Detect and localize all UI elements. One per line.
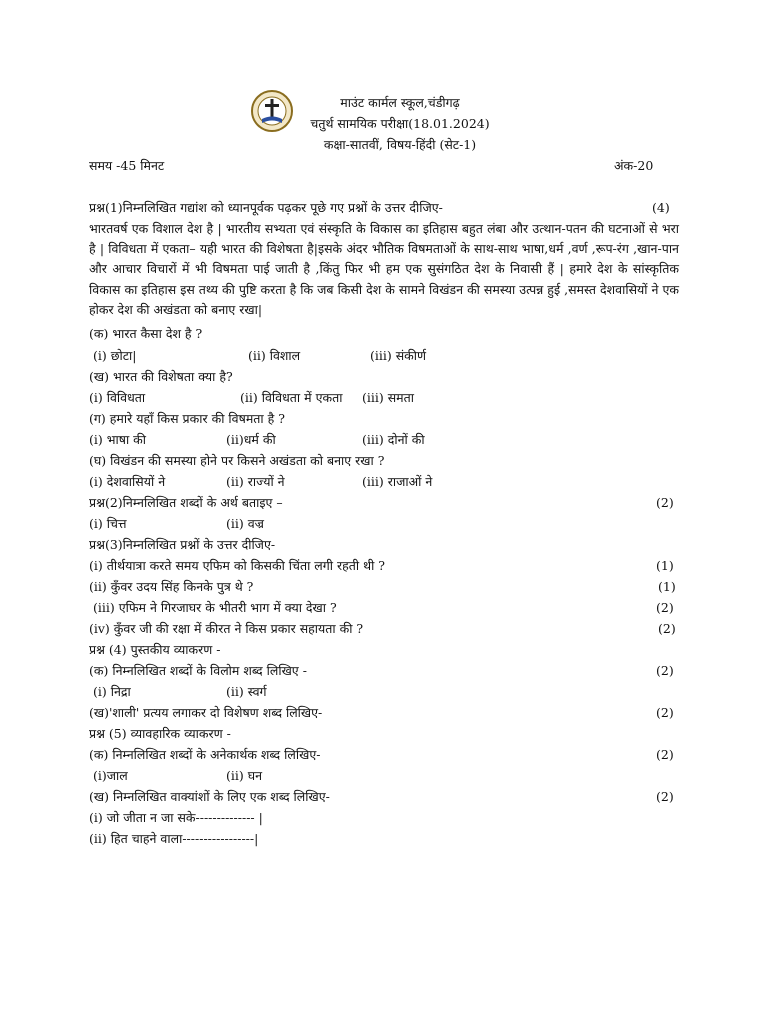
q1-passage: भारतवर्ष एक विशाल देश है | भारतीय सभ्यता एवं संस्कृति के विकास का इतिहास बहुत लंबा और उत्थान-पतन की घटनाओं से भरा है | विविधता में एकता– यही भारत की विशेषता है|इसके अंदर भौतिक विषमताओं के साथ-साथ भाषा,धर्म ,वर्ण ,रूप-रंग ,खान-पान और आचार विचारों में भी विषमता पाई जाती है ,किंतु फिर भी हम एक सुसंगठित देश के निवासी हैं | हमारे देश के सांस्कृतिक विकास का इतिहास इस तथ्य की पुष्टि करता है कि जब किसी देश के सामने विखंडन की समस्या उत्पन्न हुई ,समस्त देशवासियों ने एक होकर देश की अखंडता को बनाए रखा|	[89, 221, 679, 317]
q5b-item: (ii) हित चाहने वाला-----------------|	[89, 831, 259, 846]
q4b-marks: (2)	[656, 705, 674, 720]
q5a-marks: (2)	[656, 747, 674, 762]
q5a-question: (क) निम्नलिखित शब्दों के अनेकार्थक शब्द लिखिए-	[89, 747, 321, 762]
exam-title: चतुर्थ सामयिक परीक्षा(18.01.2024)	[310, 116, 490, 131]
q5a-option: (ii) घन	[226, 768, 263, 783]
q2-option: (ii) वज्र	[226, 516, 265, 531]
q4a-question: (क) निम्नलिखित शब्दों के विलोम शब्द लिखिए -	[89, 663, 307, 678]
q2-option: (i) चित्त	[89, 516, 127, 531]
q1b-option: (i) विविधता	[89, 390, 146, 405]
q5b-question: (ख) निम्नलिखित वाक्यांशों के लिए एक शब्द लिखिए-	[89, 789, 330, 804]
q1c-option: (ii)धर्म की	[226, 432, 276, 447]
q3-item: (ii) कुँवर उदय सिंह किनके पुत्र थे ?	[89, 579, 254, 594]
q1c-option: (i) भाषा की	[89, 432, 147, 447]
q1a-option: (ii) विशाल	[248, 348, 301, 363]
q1-marks: (4)	[652, 200, 670, 215]
school-name: माउंट कार्मल स्कूल,चंडीगढ़	[340, 95, 460, 110]
q3-item: (i) तीर्थयात्रा करते समय एफिम को किसकी चिंता लगी रहती थी ?	[89, 558, 385, 573]
q1b-option: (iii) समता	[362, 390, 415, 405]
q1d-option: (ii) राज्यों ने	[226, 474, 285, 489]
q1-sub-question: (ख) भारत की विशेषता क्या है?	[89, 369, 233, 384]
q3-item: (iii) एफिम ने गिरजाघर के भीतरी भाग में क्या देखा ?	[93, 600, 337, 615]
q4-title: प्रश्न (4) पुस्तकीय व्याकरण -	[89, 642, 221, 657]
q5-title: प्रश्न (5) व्यावहारिक व्याकरण -	[89, 726, 231, 741]
q2-title: प्रश्न(2)निम्नलिखित शब्दों के अर्थ बताइए –	[89, 495, 283, 510]
q4a-option: (ii) स्वर्ग	[226, 684, 267, 699]
q1-title: प्रश्न(1)निम्नलिखित गद्यांश को ध्यानपूर्वक पढ़कर पूछे गए प्रश्नों के उत्तर दीजिए-	[89, 200, 443, 215]
q3-item-marks: (1)	[658, 579, 676, 594]
q1a-option: (i) छोटा|	[93, 348, 137, 363]
q1a-option: (iii) संकीर्ण	[370, 348, 427, 363]
q1d-option: (i) देशवासियों ने	[89, 474, 166, 489]
q3-item-marks: (2)	[656, 600, 674, 615]
q1-sub-question: (घ) विखंडन की समस्या होने पर किसने अखंडता को बनाए रखा ?	[89, 453, 385, 468]
q1c-option: (iii) दोनों की	[362, 432, 425, 447]
q5a-option: (i)जाल	[93, 768, 128, 783]
q3-title: प्रश्न(3)निम्नलिखित प्रश्नों के उत्तर दीजिए-	[89, 537, 276, 552]
time-label: समय -45 मिनट	[89, 158, 165, 173]
q5b-marks: (2)	[656, 789, 674, 804]
q1b-option: (ii) विविधता में एकता	[240, 390, 343, 405]
q3-item-marks: (2)	[658, 621, 676, 636]
q4a-option: (i) निद्रा	[93, 684, 131, 699]
q1-sub-question: (ग) हमारे यहाँ किस प्रकार की विषमता है ?	[89, 411, 285, 426]
q1d-option: (iii) राजाओं ने	[362, 474, 433, 489]
q1-sub-question: (क) भारत कैसा देश है ?	[89, 326, 203, 341]
total-marks: अंक-20	[614, 158, 654, 173]
q2-marks: (2)	[656, 495, 674, 510]
q5b-item: (i) जो जीता न जा सके-------------- |	[89, 810, 263, 825]
q3-item-marks: (1)	[656, 558, 674, 573]
q4a-marks: (2)	[656, 663, 674, 678]
q3-item: (iv) कुँवर जी की रक्षा में कीरत ने किस प्रकार सहायता की ?	[89, 621, 364, 636]
q4b-question: (ख)'शाली' प्रत्यय लगाकर दो विशेषण शब्द लिखिए-	[89, 705, 323, 720]
class-subject: कक्षा-सातवीं, विषय-हिंदी (सेट-1)	[323, 137, 477, 152]
